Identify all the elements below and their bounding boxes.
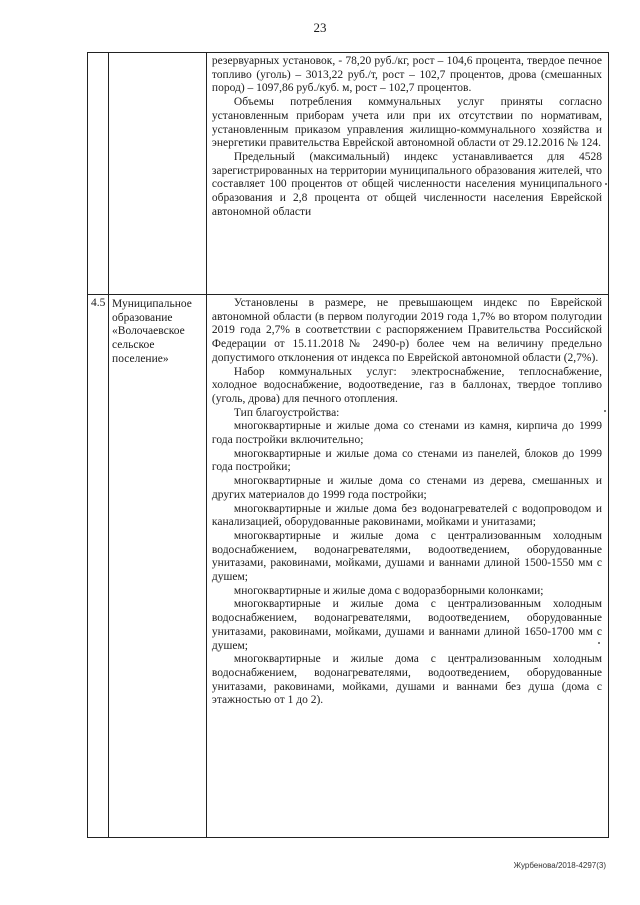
row-name-cell: Муниципальное образование «Волочаевское сельское поселение» — [109, 295, 207, 838]
document-table — [87, 52, 609, 838]
scan-speck — [604, 410, 606, 412]
paragraph: Установлены в размере, не превышающем индекс по Еврейской автономной области (в первом полугодии 2019 года 1,7% во втором полугодии 2019 года 2,7% в соответствии с распоряжением Правительства Российской Федерации от 15.11.2018№ 2490-р) более чем на величину предельно допустимого отклонения от индекса по Еврейской автономной области (2,7%). — [211, 297, 602, 364]
scan-speck — [598, 642, 600, 644]
footer-signature: Журбенова/2018-4297(3) — [513, 861, 606, 870]
paragraph: многоквартирные и жилые дома с централизованным холодным водоснабжением, водонагревателями, водоотведением, оборудованные унитазами, раковинами, мойками, душами и ваннами длиной 1500-1550 мм с душем; — [211, 529, 602, 584]
paragraph: многоквартирные и жилые дома со стенами из дерева, смешанных и других материалов до 1999 года постройки; — [211, 475, 602, 501]
paragraph: Набор коммунальных услуг: электроснабжение, теплоснабжение, холодное водоснабжение, водоотведение, газ в баллонах, твердое топливо (уголь, дрова) для печного отопления. — [211, 365, 602, 405]
page-number: 23 — [313, 20, 327, 35]
table-row — [88, 53, 609, 295]
paragraph: многоквартирные и жилые дома со стенами из панелей, блоков до 1999 года постройки; — [211, 447, 602, 474]
paragraph: многоквартирные и жилые дома со стенами из камня, кирпича до 1999 года постройки включительно; — [211, 420, 602, 447]
paragraph: многоквартирные и жилые дома с централизованным холодным водоснабжением, водонагревателями, водоотведением, оборудованные унитазами, раковинами, мойками, душами и ваннами длиной 1650-1700 мм с душем; — [211, 598, 602, 652]
paragraph: многоквартирные и жилые дома без водонагревателей с водопроводом и канализацией, оборудованные раковинами, мойками и унитазами; — [211, 502, 602, 529]
paragraph: Объемы потребления коммунальных услуг приняты согласно установленным приборам учета или при их отсутствии по нормативам, установленным приказом управления жилищно-коммунального хозяйства и энергетики правительства Еврейской автономной области от 29.12.2016 № 124. — [211, 96, 602, 150]
paragraph: многоквартирные и жилые дома с централизованным холодным водоснабжением, водонагревателями, водоотведением, оборудованные унитазами, раковинами, мойками, душами и ваннами без душа (дома с этажностью от 1 до 2). — [211, 653, 602, 707]
paragraph: Тип благоустройства: — [233, 406, 340, 419]
row-number-cell: 4.5 — [88, 295, 109, 838]
row-description-cell — [206, 295, 608, 838]
row-description-cell — [206, 53, 608, 295]
table-row — [88, 295, 609, 838]
row-number-cell — [88, 53, 109, 295]
paragraph: многоквартирные и жилые дома с водоразборными колонками; — [233, 584, 544, 597]
row-name-cell — [109, 53, 207, 295]
scan-speck — [605, 183, 607, 185]
paragraph: Предельный (максимальный) индекс устанавливается для 4528 зарегистрированных на территории муниципального образования жителей, что составляет 100 процентов от общей численности населения муниципального образования и 2,8 процента от общей численности населения Еврейской автономной области — [211, 150, 602, 218]
paragraph: резервуарных установок, - 78,20 руб./кг, рост – 104,6 процента, твердое печное топливо (уголь) – 3013,22 руб./т, рост – 102,7 процентов, дрова (смешанных пород) – 1097,86 руб./куб. м, рост – 102,7 процентов. — [211, 55, 602, 95]
